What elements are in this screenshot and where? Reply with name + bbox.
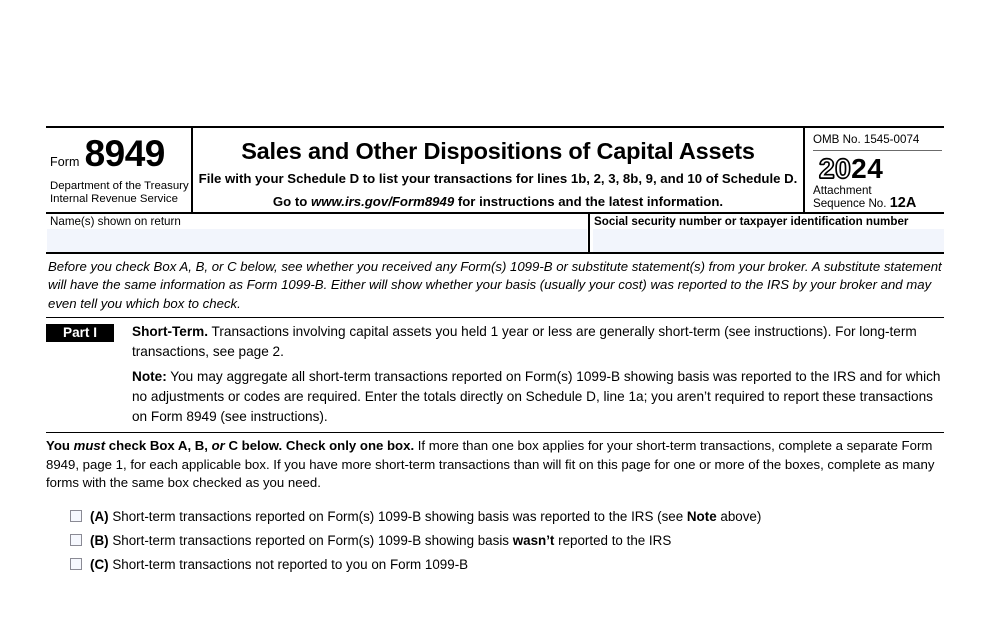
checkbox-b-text-pre: Short-term transactions reported on Form(s) 1099-B showing basis (108, 533, 513, 548)
checkbox-row-b[interactable] (70, 531, 944, 550)
name-field-label: Name(s) shown on return (50, 215, 181, 228)
form-8949-sheet (46, 126, 944, 579)
tax-year (813, 151, 944, 184)
must-check-emphasis-or: or (211, 438, 225, 454)
checkbox-b-letter: (B) (90, 533, 109, 548)
omb-number: OMB No. 1545-0074 (813, 128, 942, 151)
attachment-label: Attachment (813, 184, 872, 197)
must-check-seg-1: You (46, 438, 74, 454)
aggregate-note (132, 367, 944, 427)
department-line-2: Internal Revenue Service (50, 193, 178, 206)
ssn-field-cell (590, 214, 944, 252)
intro-instructions: Before you check Box A, B, or C below, see whether you received any Form(s) 1099-B or substitute statement(s) from your broker. A substitute statement will have the same information as Form 1099-B. Either will show whether your basis (usually your cost) was reported to the IRS by your broker and may even tell you which box to check. (46, 252, 944, 317)
checkbox-a-label (90, 507, 761, 526)
form-number-row (46, 133, 191, 174)
short-term-heading (132, 322, 944, 362)
checkbox-c-text-pre: Short-term transactions not reported to you on Form 1099-B (108, 557, 469, 572)
must-check-seg-3: check Box A, B, (105, 438, 212, 454)
part-one-body (114, 322, 944, 427)
checkbox-c-letter: (C) (90, 557, 109, 572)
department-agency (46, 171, 191, 206)
checkbox-b-emphasis: wasn’t (512, 533, 555, 548)
checkbox-c[interactable] (70, 558, 82, 570)
form-number-block (46, 128, 193, 212)
note-label: Note: (132, 369, 167, 385)
checkbox-a-text-pre: Short-term transactions reported on Form(s) 1099-B showing basis was reported to the IRS (see (108, 509, 687, 524)
tax-year-century: 20 (819, 153, 852, 184)
part-one-section (46, 317, 944, 427)
checkbox-c-label (90, 555, 468, 574)
checkbox-a-emphasis: Note (686, 509, 717, 524)
irs-url[interactable]: www.irs.gov/Form8949 (311, 193, 455, 209)
box-selection-group (46, 507, 944, 574)
goto-suffix: for instructions and the latest information. (454, 193, 724, 209)
checkbox-a-text-post: above) (716, 509, 762, 524)
must-check-seg-5: C below. Check only one box. (224, 438, 415, 454)
checkbox-b-label (90, 531, 671, 550)
name-field-cell (46, 214, 590, 252)
ssn-input[interactable] (593, 229, 944, 252)
sequence-line (813, 197, 944, 210)
note-description: You may aggregate all short-term transactions reported on Form(s) 1099-B showing basis was reported to the IRS and for which no adjustments or codes are required. Enter the totals directly on Schedule D, line 1a; you aren’t required to report these transactions on Form 8949 (see instructions). (132, 369, 941, 425)
page-title: Sales and Other Dispositions of Capital Assets (241, 138, 755, 164)
checkbox-b-text-post: reported to the IRS (554, 533, 672, 548)
checkbox-row-a[interactable] (70, 507, 944, 526)
form-word-label: Form (50, 155, 80, 169)
sequence-number: 12A (889, 195, 917, 212)
form-masthead (46, 128, 944, 212)
name-input[interactable] (47, 229, 587, 252)
must-check-instructions (46, 432, 944, 493)
part-one-tab: Part I (46, 324, 114, 342)
must-check-detail: If more than one box applies for your short-term transactions, complete a separate Form 8949, page 1, for each applicable box. If you have more short-term transactions than will fit on this page for one or more of the boxes, complete as many forms with the same box checked as you need. (46, 438, 935, 491)
department-line-1: Department of the Treasury (50, 180, 189, 193)
sequence-label: Sequence No. (813, 197, 890, 211)
omb-block (803, 128, 944, 212)
goto-prefix: Go to (272, 193, 312, 209)
form-title-block (193, 128, 803, 212)
attachment-sequence (813, 184, 944, 211)
checkbox-b[interactable] (70, 534, 82, 546)
short-term-label: Short-Term. (132, 324, 209, 340)
must-check-emphasis-must: must (73, 438, 106, 454)
short-term-description: Transactions involving capital assets you held 1 year or less are generally short-term (see instructions). For long-term transactions, see page 2. (132, 324, 917, 360)
identity-row (46, 212, 944, 252)
form-number: 8949 (84, 133, 165, 174)
form-subtitle-line-2 (193, 193, 803, 211)
ssn-field-label: Social security number or taxpayer identification number (594, 215, 909, 228)
checkbox-a[interactable] (70, 510, 82, 522)
form-subtitle-line-1: File with your Schedule D to list your transactions for lines 1b, 2, 3, 8b, 9, and 10 of Schedule D. (198, 171, 798, 186)
tax-year-suffix: 24 (851, 153, 884, 184)
checkbox-a-letter: (A) (90, 509, 109, 524)
checkbox-row-c[interactable] (70, 555, 944, 574)
